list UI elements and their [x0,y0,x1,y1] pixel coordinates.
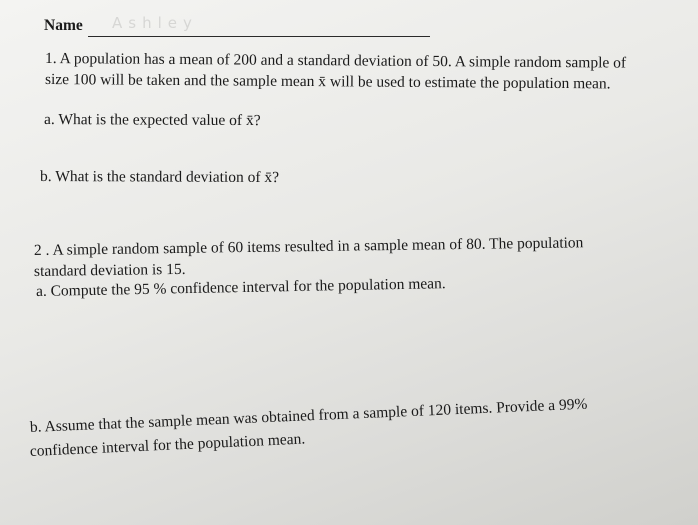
name-underline [88,36,430,37]
q1-line-1: 1. A population has a mean of 200 and a standard deviation of 50. A simple random sample of [44,50,627,72]
faint-name-handwriting: Ashley [112,14,198,32]
q1-line-2: size 100 will be taken and the sample mean x̄ will be used to estimate the population mean. [44,71,611,93]
name-label: Name [44,17,83,34]
q2-part-a: a. Compute the 95 % confidence interval for the population mean. [35,275,446,300]
q2-part-b-line-1: b. Assume that the sample mean was obtained from a sample of 120 items. Provide a 99% [29,395,588,436]
q1-part-a: a. What is the expected value of x̄? [43,111,261,130]
q2-part-b-line-2: confidence interval for the population mean. [29,430,306,460]
q2-line-1: 2 . A simple random sample of 60 items resulted in a sample mean of 80. The population [33,234,584,259]
q2-line-2: standard deviation is 15. [33,260,186,280]
q1-part-b: b. What is the standard deviation of x̄? [39,168,280,187]
